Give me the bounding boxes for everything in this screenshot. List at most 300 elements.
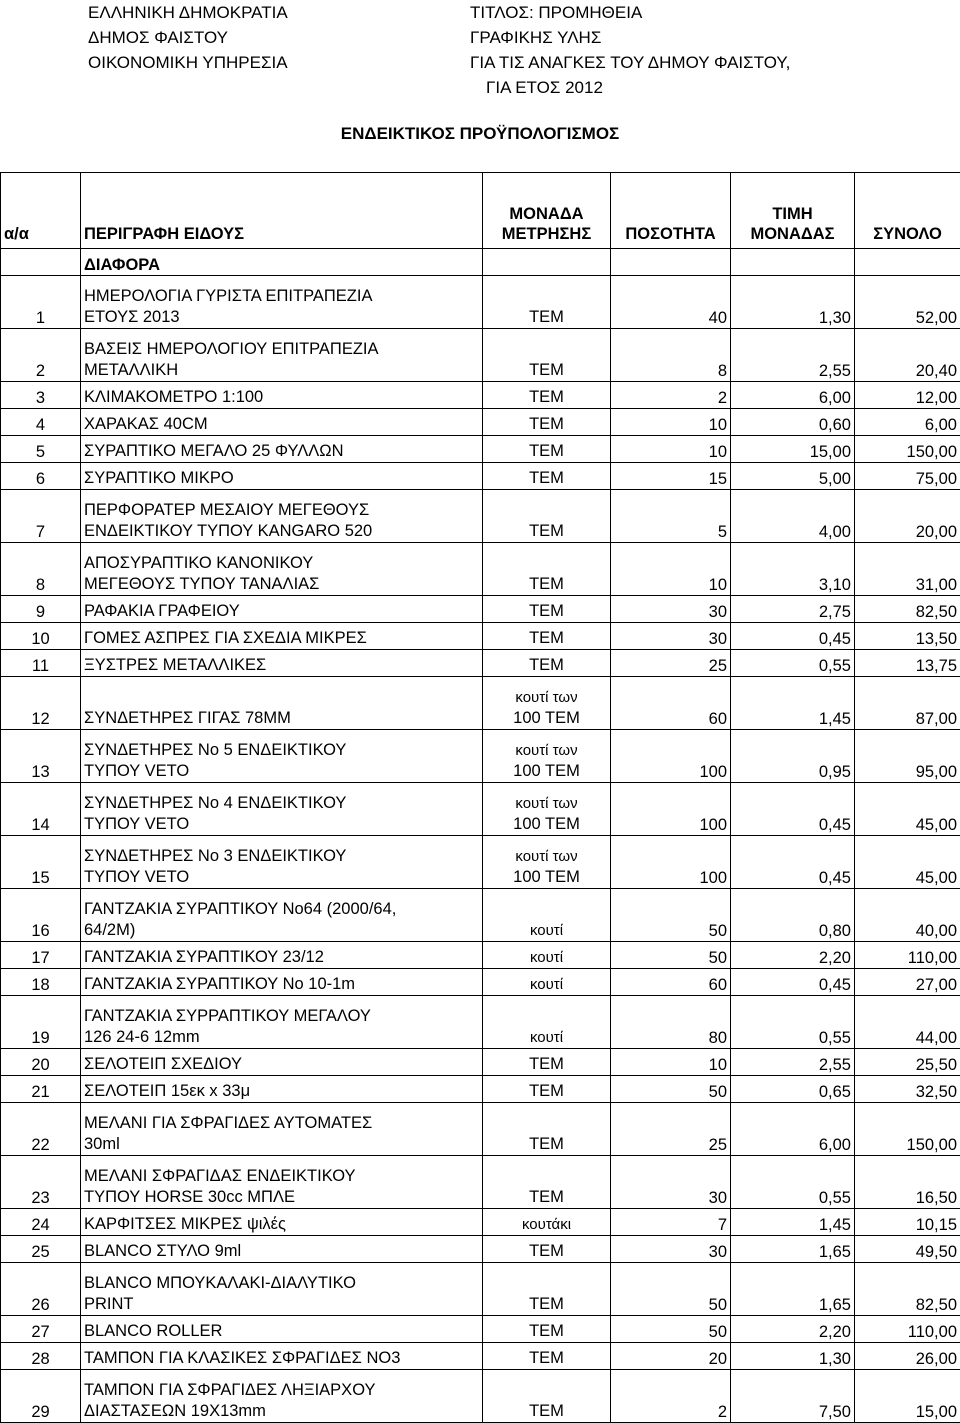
- quantity: 50: [611, 1076, 731, 1103]
- item-description: [81, 596, 483, 623]
- unit-price: 4,00: [731, 490, 855, 543]
- description-line: ΤΑΜΠΟΝ ΓΙΑ ΚΛΑΣΙΚΕΣ ΣΦΡΑΓΙΔΕΣ ΝΟ3: [84, 1348, 479, 1369]
- line-total: 13,50: [855, 623, 960, 650]
- table-row: [1, 677, 960, 730]
- unit-of-measure: [483, 942, 611, 969]
- unit-line: ΤΕΜ: [486, 387, 607, 408]
- unit-line: κουτάκι: [486, 1214, 607, 1235]
- row-index: 8: [1, 543, 81, 596]
- table-row: [1, 329, 960, 382]
- description-line: ΡΑΦΑΚΙΑ ΓΡΑΦΕΙΟΥ: [84, 601, 479, 622]
- item-description: [81, 1076, 483, 1103]
- unit-line: ΤΕΜ: [486, 1241, 607, 1262]
- description-line: ΣΥΡΑΠΤΙΚΟ ΜΙΚΡΟ: [84, 468, 479, 489]
- table-row: [1, 463, 960, 490]
- description-line: ΓΑΝΤΖΑΚΙΑ ΣΥΡΑΠΤΙΚΟΥ Νο64 (2000/64,: [84, 899, 479, 920]
- unit-of-measure: [483, 1209, 611, 1236]
- description-line: ΤΑΜΠΟΝ ΓΙΑ ΣΦΡΑΓΙΔΕΣ ΛΗΞΙΑΡΧΟΥ: [84, 1380, 479, 1401]
- quantity: 10: [611, 543, 731, 596]
- quantity: 25: [611, 650, 731, 677]
- unit-line: ΤΕΜ: [486, 414, 607, 435]
- unit-of-measure: [483, 650, 611, 677]
- description-line: ΣΥΝΔΕΤΗΡΕΣ Νο 3 ΕΝΔΕΙΚΤΙΚΟΥ: [84, 846, 479, 867]
- quantity: 10: [611, 436, 731, 463]
- row-index: 9: [1, 596, 81, 623]
- description-line: ΓΑΝΤΖΑΚΙΑ ΣΥΡΑΠΤΙΚΟΥ 23/12: [84, 947, 479, 968]
- description-line: ΜΕΤΑΛΛΙΚΗ: [84, 360, 479, 381]
- line-total: 6,00: [855, 409, 960, 436]
- item-description: [81, 1236, 483, 1263]
- description-line: ΠΕΡΦΟΡΑΤΕΡ ΜΕΣΑΙΟΥ ΜΕΓΕΘΟΥΣ: [84, 500, 479, 521]
- unit-price: 6,00: [731, 382, 855, 409]
- unit-of-measure: [483, 1263, 611, 1316]
- quantity: 50: [611, 889, 731, 942]
- row-index: 13: [1, 730, 81, 783]
- subject-line: ΓΙΑ ΕΤΟΣ 2012: [470, 75, 790, 100]
- line-total: 20,40: [855, 329, 960, 382]
- section-empty-cell: [1, 249, 81, 276]
- description-line: ΣΥΝΔΕΤΗΡΕΣ ΓΙΓΑΣ 78MM: [84, 708, 479, 729]
- col-header-aa: α/α: [1, 173, 81, 249]
- table-row: [1, 1343, 960, 1370]
- description-line: ΚΑΡΦΙΤΣΕΣ ΜΙΚΡΕΣ ψιλές: [84, 1214, 479, 1235]
- col-header-price-line: ΤΙΜΗ: [734, 204, 851, 224]
- issuer-line: ΕΛΛΗΝΙΚΗ ΔΗΜΟΚΡΑΤΙΑ: [88, 0, 288, 25]
- row-index: 14: [1, 783, 81, 836]
- issuer-block: [88, 0, 288, 75]
- table-row: [1, 730, 960, 783]
- row-index: 12: [1, 677, 81, 730]
- quantity: 10: [611, 1049, 731, 1076]
- col-header-price-line: ΜΟΝΑΔΑΣ: [734, 224, 851, 244]
- unit-line: ΤΕΜ: [486, 1054, 607, 1075]
- issuer-line: ΔΗΜΟΣ ΦΑΙΣΤΟΥ: [88, 25, 288, 50]
- line-total: 13,75: [855, 650, 960, 677]
- quantity: 50: [611, 1263, 731, 1316]
- unit-of-measure: [483, 596, 611, 623]
- description-line: BLANCO ROLLER: [84, 1321, 479, 1342]
- unit-of-measure: [483, 276, 611, 329]
- unit-price: 5,00: [731, 463, 855, 490]
- item-description: [81, 730, 483, 783]
- table-row: [1, 942, 960, 969]
- unit-line: κουτί: [486, 974, 607, 995]
- unit-line: ΤΕΜ: [486, 574, 607, 595]
- quantity: 60: [611, 969, 731, 996]
- quantity: 60: [611, 677, 731, 730]
- description-line: ΤΥΠΟΥ VETO: [84, 867, 479, 888]
- quantity: 5: [611, 490, 731, 543]
- description-line: ΑΠΟΣΥΡΑΠΤΙΚΟ ΚΑΝΟΝΙΚΟΥ: [84, 553, 479, 574]
- description-line: BLANCO ΜΠΟΥΚΑΛΑΚΙ-ΔΙΑΛΥΤΙΚΟ: [84, 1273, 479, 1294]
- description-line: ΤΥΠΟΥ HORSE 30cc ΜΠΛΕ: [84, 1187, 479, 1208]
- row-index: 26: [1, 1263, 81, 1316]
- unit-price: 0,45: [731, 783, 855, 836]
- item-description: [81, 942, 483, 969]
- item-description: [81, 1263, 483, 1316]
- table-row: [1, 490, 960, 543]
- unit-line: ΤΕΜ: [486, 1348, 607, 1369]
- row-index: 22: [1, 1103, 81, 1156]
- col-header-quantity: ΠΟΣΟΤΗΤΑ: [611, 173, 731, 249]
- line-total: 82,50: [855, 596, 960, 623]
- unit-line: κουτί των: [486, 846, 607, 867]
- line-total: 95,00: [855, 730, 960, 783]
- line-total: 10,15: [855, 1209, 960, 1236]
- table-row: [1, 836, 960, 889]
- row-index: 7: [1, 490, 81, 543]
- col-header-unit-price: [731, 173, 855, 249]
- unit-line: ΤΕΜ: [486, 655, 607, 676]
- table-row: [1, 1076, 960, 1103]
- item-description: [81, 329, 483, 382]
- row-index: 5: [1, 436, 81, 463]
- line-total: 87,00: [855, 677, 960, 730]
- row-index: 17: [1, 942, 81, 969]
- table-row: [1, 1263, 960, 1316]
- unit-price: 2,55: [731, 329, 855, 382]
- table-row: [1, 1049, 960, 1076]
- section-empty-cell: [855, 249, 960, 276]
- quantity: 2: [611, 1370, 731, 1423]
- table-row: [1, 1103, 960, 1156]
- quantity: 40: [611, 276, 731, 329]
- quantity: 30: [611, 1156, 731, 1209]
- issuer-line: ΟΙΚΟΝΟΜΙΚΗ ΥΠΗΡΕΣΙΑ: [88, 50, 288, 75]
- unit-line: ΤΕΜ: [486, 521, 607, 542]
- unit-line: ΤΕΜ: [486, 441, 607, 462]
- unit-price: 3,10: [731, 543, 855, 596]
- unit-of-measure: [483, 1316, 611, 1343]
- item-description: [81, 543, 483, 596]
- row-index: 20: [1, 1049, 81, 1076]
- unit-line: κουτί των: [486, 793, 607, 814]
- table-row: [1, 650, 960, 677]
- row-index: 28: [1, 1343, 81, 1370]
- unit-line: ΤΕΜ: [486, 1081, 607, 1102]
- unit-line: 100 ΤΕΜ: [486, 814, 607, 835]
- col-header-description: ΠΕΡΙΓΡΑΦΗ ΕΙΔΟΥΣ: [81, 173, 483, 249]
- table-row: [1, 889, 960, 942]
- section-empty-cell: [731, 249, 855, 276]
- unit-of-measure: [483, 463, 611, 490]
- item-description: [81, 969, 483, 996]
- line-total: 12,00: [855, 382, 960, 409]
- unit-of-measure: [483, 1370, 611, 1423]
- unit-line: κουτί: [486, 947, 607, 968]
- subject-line: ΓΙΑ ΤΙΣ ΑΝΑΓΚΕΣ ΤΟΥ ΔΗΜΟΥ ΦΑΙΣΤΟΥ,: [470, 50, 790, 75]
- table-row: [1, 1316, 960, 1343]
- quantity: 30: [611, 596, 731, 623]
- item-description: [81, 889, 483, 942]
- unit-line: ΤΕΜ: [486, 1321, 607, 1342]
- description-line: ΣΕΛΟΤΕΙΠ 15εκ x 33μ: [84, 1081, 479, 1102]
- item-description: [81, 996, 483, 1049]
- row-index: 21: [1, 1076, 81, 1103]
- unit-of-measure: [483, 1156, 611, 1209]
- line-total: 25,50: [855, 1049, 960, 1076]
- unit-of-measure: [483, 543, 611, 596]
- description-line: BLANCO ΣΤΥΛΟ 9ml: [84, 1241, 479, 1262]
- col-header-unit: [483, 173, 611, 249]
- unit-line: ΤΕΜ: [486, 360, 607, 381]
- quantity: 100: [611, 783, 731, 836]
- unit-price: 1,45: [731, 1209, 855, 1236]
- unit-price: 0,65: [731, 1076, 855, 1103]
- unit-price: 15,00: [731, 436, 855, 463]
- unit-of-measure: [483, 730, 611, 783]
- description-line: ΣΥΝΔΕΤΗΡΕΣ Νο 4 ΕΝΔΕΙΚΤΙΚΟΥ: [84, 793, 479, 814]
- col-header-unit-line: ΜΟΝΑΔΑ: [486, 204, 607, 224]
- row-index: 25: [1, 1236, 81, 1263]
- unit-of-measure: [483, 329, 611, 382]
- table-row: [1, 382, 960, 409]
- quantity: 80: [611, 996, 731, 1049]
- item-description: [81, 1049, 483, 1076]
- description-line: ΓΟΜΕΣ ΑΣΠΡΕΣ ΓΙΑ ΣΧΕΔΙΑ ΜΙΚΡΕΣ: [84, 628, 479, 649]
- quantity: 30: [611, 1236, 731, 1263]
- unit-line: 100 ΤΕΜ: [486, 867, 607, 888]
- description-line: ΜΕΛΑΝΙ ΣΦΡΑΓΙΔΑΣ ΕΝΔΕΙΚΤΙΚΟΥ: [84, 1166, 479, 1187]
- line-total: 16,50: [855, 1156, 960, 1209]
- row-index: 27: [1, 1316, 81, 1343]
- item-description: [81, 490, 483, 543]
- row-index: 2: [1, 329, 81, 382]
- unit-price: 0,95: [731, 730, 855, 783]
- line-total: 110,00: [855, 942, 960, 969]
- description-line: ΧΑΡΑΚΑΣ 40CM: [84, 414, 479, 435]
- unit-price: 2,20: [731, 942, 855, 969]
- line-total: 27,00: [855, 969, 960, 996]
- item-description: [81, 382, 483, 409]
- description-line: ΣΥΡΑΠΤΙΚΟ ΜΕΓΑΛΟ 25 ΦΥΛΛΩΝ: [84, 441, 479, 462]
- unit-price: 0,60: [731, 409, 855, 436]
- unit-of-measure: [483, 969, 611, 996]
- subject-block: [470, 0, 790, 100]
- quantity: 50: [611, 942, 731, 969]
- line-total: 31,00: [855, 543, 960, 596]
- unit-of-measure: [483, 1343, 611, 1370]
- table-row: [1, 996, 960, 1049]
- description-line: ΜΕΓΕΘΟΥΣ ΤΥΠΟΥ ΤΑΝΑΛΙΑΣ: [84, 574, 479, 595]
- line-total: 44,00: [855, 996, 960, 1049]
- unit-price: 1,65: [731, 1263, 855, 1316]
- unit-line: ΤΕΜ: [486, 1134, 607, 1155]
- item-description: [81, 436, 483, 463]
- table-row: [1, 596, 960, 623]
- unit-of-measure: [483, 1049, 611, 1076]
- quantity: 8: [611, 329, 731, 382]
- item-description: [81, 409, 483, 436]
- quantity: 7: [611, 1209, 731, 1236]
- unit-price: 1,65: [731, 1236, 855, 1263]
- unit-of-measure: [483, 409, 611, 436]
- unit-line: 100 ΤΕΜ: [486, 761, 607, 782]
- item-description: [81, 623, 483, 650]
- line-total: 75,00: [855, 463, 960, 490]
- item-description: [81, 1370, 483, 1423]
- unit-of-measure: [483, 1236, 611, 1263]
- quantity: 20: [611, 1343, 731, 1370]
- subject-line: ΓΡΑΦΙΚΗΣ ΥΛΗΣ: [470, 25, 790, 50]
- unit-line: ΤΕΜ: [486, 1294, 607, 1315]
- table-header-row: [1, 173, 960, 249]
- description-line: ΣΕΛΟΤΕΙΠ ΣΧΕΔΙΟΥ: [84, 1054, 479, 1075]
- unit-price: 1,30: [731, 1343, 855, 1370]
- unit-of-measure: [483, 623, 611, 650]
- unit-line: 100 ΤΕΜ: [486, 708, 607, 729]
- unit-of-measure: [483, 783, 611, 836]
- section-empty-cell: [611, 249, 731, 276]
- table-row: [1, 436, 960, 463]
- unit-price: 2,20: [731, 1316, 855, 1343]
- table-row: [1, 623, 960, 650]
- description-line: ΗΜΕΡΟΛΟΓΙΑ ΓΥΡΙΣΤΑ ΕΠΙΤΡΑΠΕΖΙΑ: [84, 286, 479, 307]
- description-line: 64/2M): [84, 920, 479, 941]
- unit-price: 6,00: [731, 1103, 855, 1156]
- description-line: ΤΥΠΟΥ VETO: [84, 761, 479, 782]
- unit-of-measure: [483, 996, 611, 1049]
- unit-line: ΤΕΜ: [486, 601, 607, 622]
- item-description: [81, 1156, 483, 1209]
- unit-of-measure: [483, 889, 611, 942]
- unit-price: 1,30: [731, 276, 855, 329]
- unit-line: κουτί: [486, 920, 607, 941]
- quantity: 25: [611, 1103, 731, 1156]
- description-line: ΔΙΑΣΤΑΣΕΩΝ 19X13mm: [84, 1401, 479, 1422]
- col-header-unit-line: ΜΕΤΡΗΣΗΣ: [486, 224, 607, 244]
- section-label: ΔΙΑΦΟΡΑ: [81, 249, 483, 276]
- description-line: ΞΥΣΤΡΕΣ ΜΕΤΑΛΛΙΚΕΣ: [84, 655, 479, 676]
- table-row: [1, 543, 960, 596]
- table-row: [1, 409, 960, 436]
- line-total: 49,50: [855, 1236, 960, 1263]
- table-row: [1, 1236, 960, 1263]
- unit-price: 0,45: [731, 969, 855, 996]
- description-line: ΒΑΣΕΙΣ ΗΜΕΡΟΛΟΓΙΟΥ ΕΠΙΤΡΑΠΕΖΙΑ: [84, 339, 479, 360]
- row-index: 29: [1, 1370, 81, 1423]
- row-index: 6: [1, 463, 81, 490]
- table-row: [1, 1370, 960, 1423]
- row-index: 18: [1, 969, 81, 996]
- unit-line: ΤΕΜ: [486, 468, 607, 489]
- row-index: 16: [1, 889, 81, 942]
- line-total: 150,00: [855, 436, 960, 463]
- unit-price: 0,45: [731, 623, 855, 650]
- unit-price: 0,45: [731, 836, 855, 889]
- description-line: ΤΥΠΟΥ VETO: [84, 814, 479, 835]
- table-row: [1, 783, 960, 836]
- description-line: PRINT: [84, 1294, 479, 1315]
- line-total: 20,00: [855, 490, 960, 543]
- item-description: [81, 1103, 483, 1156]
- unit-of-measure: [483, 382, 611, 409]
- subject-line: ΤΙΤΛΟΣ: ΠΡΟΜΗΘΕΙΑ: [470, 0, 790, 25]
- unit-price: 2,55: [731, 1049, 855, 1076]
- table-row: [1, 1156, 960, 1209]
- row-index: 11: [1, 650, 81, 677]
- row-index: 15: [1, 836, 81, 889]
- item-description: [81, 276, 483, 329]
- unit-line: κουτί των: [486, 740, 607, 761]
- unit-price: 1,45: [731, 677, 855, 730]
- unit-of-measure: [483, 490, 611, 543]
- unit-line: ΤΕΜ: [486, 628, 607, 649]
- line-total: 26,00: [855, 1343, 960, 1370]
- page-title: ΕΝΔΕΙΚΤΙΚΟΣ ΠΡΟΫΠΟΛΟΓΙΣΜΟΣ: [0, 124, 960, 144]
- col-header-total: ΣΥΝΟΛΟ: [855, 173, 960, 249]
- description-line: ΓΑΝΤΖΑΚΙΑ ΣΥΡΑΠΤΙΚΟΥ Νο 10-1m: [84, 974, 479, 995]
- table-row: [1, 969, 960, 996]
- quantity: 30: [611, 623, 731, 650]
- unit-line: ΤΕΜ: [486, 1187, 607, 1208]
- unit-line: ΤΕΜ: [486, 1401, 607, 1422]
- unit-price: 0,55: [731, 996, 855, 1049]
- quantity: 15: [611, 463, 731, 490]
- line-total: 40,00: [855, 889, 960, 942]
- description-line: ΓΑΝΤΖΑΚΙΑ ΣΥΡΡΑΠΤΙΚΟΥ ΜΕΓΑΛΟΥ: [84, 1006, 479, 1027]
- quantity: 2: [611, 382, 731, 409]
- unit-of-measure: [483, 1076, 611, 1103]
- description-line: 30ml: [84, 1134, 479, 1155]
- quantity: 100: [611, 730, 731, 783]
- row-index: 10: [1, 623, 81, 650]
- description-line: ΕΤΟΥΣ 2013: [84, 307, 479, 328]
- quantity: 100: [611, 836, 731, 889]
- unit-price: 0,55: [731, 1156, 855, 1209]
- unit-price: 0,55: [731, 650, 855, 677]
- unit-price: 2,75: [731, 596, 855, 623]
- description-line: 126 24-6 12mm: [84, 1027, 479, 1048]
- line-total: 82,50: [855, 1263, 960, 1316]
- line-total: 110,00: [855, 1316, 960, 1343]
- unit-of-measure: [483, 836, 611, 889]
- budget-table: [0, 172, 960, 1423]
- item-description: [81, 1209, 483, 1236]
- row-index: 19: [1, 996, 81, 1049]
- unit-line: ΤΕΜ: [486, 307, 607, 328]
- item-description: [81, 650, 483, 677]
- quantity: 10: [611, 409, 731, 436]
- line-total: 15,00: [855, 1370, 960, 1423]
- row-index: 1: [1, 276, 81, 329]
- line-total: 45,00: [855, 836, 960, 889]
- line-total: 45,00: [855, 783, 960, 836]
- row-index: 24: [1, 1209, 81, 1236]
- unit-price: 0,80: [731, 889, 855, 942]
- item-description: [81, 836, 483, 889]
- table-row: [1, 1209, 960, 1236]
- item-description: [81, 783, 483, 836]
- unit-of-measure: [483, 436, 611, 463]
- description-line: ΚΛΙΜΑΚΟΜΕΤΡΟ 1:100: [84, 387, 479, 408]
- item-description: [81, 1316, 483, 1343]
- row-index: 4: [1, 409, 81, 436]
- item-description: [81, 463, 483, 490]
- line-total: 52,00: [855, 276, 960, 329]
- unit-line: κουτί: [486, 1027, 607, 1048]
- section-empty-cell: [483, 249, 611, 276]
- description-line: ΣΥΝΔΕΤΗΡΕΣ Νο 5 ΕΝΔΕΙΚΤΙΚΟΥ: [84, 740, 479, 761]
- line-total: 150,00: [855, 1103, 960, 1156]
- quantity: 50: [611, 1316, 731, 1343]
- line-total: 32,50: [855, 1076, 960, 1103]
- table-row: [1, 276, 960, 329]
- item-description: [81, 677, 483, 730]
- unit-price: 7,50: [731, 1370, 855, 1423]
- section-row: [1, 249, 960, 276]
- description-line: ΜΕΛΑΝΙ ΓΙΑ ΣΦΡΑΓΙΔΕΣ ΑΥΤΟΜΑΤΕΣ: [84, 1113, 479, 1134]
